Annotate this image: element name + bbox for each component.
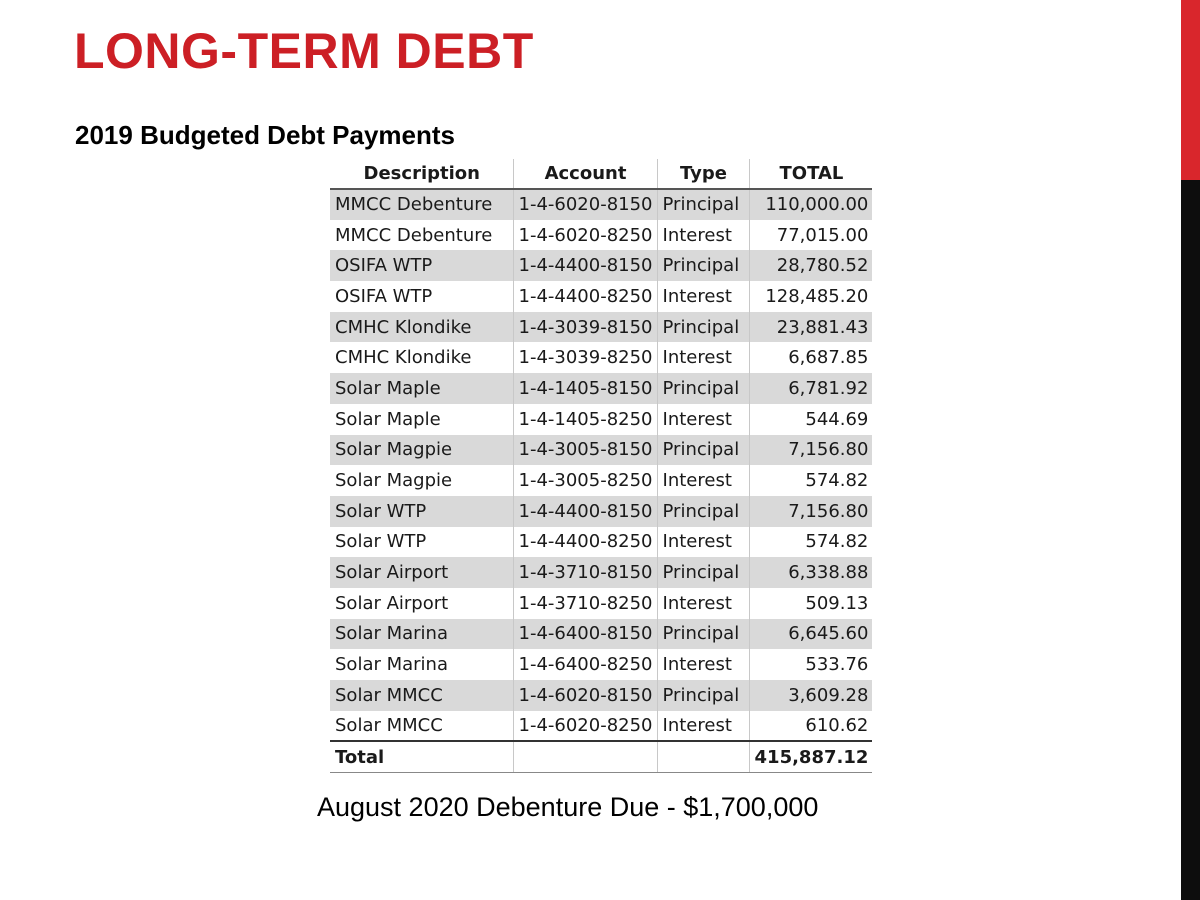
header-description: Description xyxy=(330,159,513,189)
cell-account: 1-4-4400-8250 xyxy=(513,281,657,312)
cell-account: 1-4-4400-8250 xyxy=(513,527,657,558)
cell-total: 77,015.00 xyxy=(749,220,872,251)
cell-account: 1-4-3039-8250 xyxy=(513,342,657,373)
cell-total: 610.62 xyxy=(749,711,872,742)
cell-account: 1-4-6020-8150 xyxy=(513,189,657,220)
table-row xyxy=(330,281,872,312)
cell-total: 574.82 xyxy=(749,465,872,496)
cell-description: MMCC Debenture xyxy=(330,220,513,251)
table-row xyxy=(330,312,872,343)
table-row xyxy=(330,189,872,220)
table-row xyxy=(330,557,872,588)
cell-total: 23,881.43 xyxy=(749,312,872,343)
table-row xyxy=(330,220,872,251)
table-header-row xyxy=(330,159,872,189)
cell-type: Interest xyxy=(657,465,749,496)
cell-account: 1-4-1405-8150 xyxy=(513,373,657,404)
cell-total: 544.69 xyxy=(749,404,872,435)
cell-total: 6,687.85 xyxy=(749,342,872,373)
cell-description: Solar Airport xyxy=(330,588,513,619)
cell-type: Principal xyxy=(657,557,749,588)
cell-description: Solar Marina xyxy=(330,649,513,680)
table-row xyxy=(330,588,872,619)
table-row xyxy=(330,373,872,404)
slide-title: LONG-TERM DEBT xyxy=(74,23,534,79)
header-type: Type xyxy=(657,159,749,189)
cell-account: 1-4-6400-8250 xyxy=(513,649,657,680)
table-row xyxy=(330,496,872,527)
table-row xyxy=(330,711,872,742)
cell-description: Solar Magpie xyxy=(330,435,513,466)
cell-type: Interest xyxy=(657,220,749,251)
slide-subtitle: 2019 Budgeted Debt Payments xyxy=(75,120,456,150)
cell-total: 110,000.00 xyxy=(749,189,872,220)
cell-total: 28,780.52 xyxy=(749,250,872,281)
cell-type: Principal xyxy=(657,435,749,466)
cell-total: 7,156.80 xyxy=(749,435,872,466)
cell-type: Principal xyxy=(657,680,749,711)
cell-type: Interest xyxy=(657,281,749,312)
cell-description: Solar WTP xyxy=(330,527,513,558)
cell-total: 533.76 xyxy=(749,649,872,680)
cell-account: 1-4-3005-8150 xyxy=(513,435,657,466)
cell-description: Solar WTP xyxy=(330,496,513,527)
cell-account: 1-4-3039-8150 xyxy=(513,312,657,343)
cell-description: Solar MMCC xyxy=(330,711,513,742)
cell-account: 1-4-1405-8250 xyxy=(513,404,657,435)
cell-type: Interest xyxy=(657,404,749,435)
cell-type: Interest xyxy=(657,588,749,619)
cell-account: 1-4-6020-8250 xyxy=(513,711,657,742)
cell-type: Principal xyxy=(657,373,749,404)
cell-description: Solar MMCC xyxy=(330,680,513,711)
table-row xyxy=(330,649,872,680)
cell-type: Principal xyxy=(657,496,749,527)
cell-description: CMHC Klondike xyxy=(330,312,513,343)
cell-account: 1-4-3710-8150 xyxy=(513,557,657,588)
cell-description: OSIFA WTP xyxy=(330,250,513,281)
debt-payments-table xyxy=(330,159,872,773)
table-row xyxy=(330,527,872,558)
cell-description: Solar Airport xyxy=(330,557,513,588)
table-row xyxy=(330,342,872,373)
header-total: TOTAL xyxy=(749,159,872,189)
cell-total: 6,338.88 xyxy=(749,557,872,588)
cell-type: Principal xyxy=(657,189,749,220)
cell-type: Interest xyxy=(657,711,749,742)
cell-account: 1-4-6020-8250 xyxy=(513,220,657,251)
cell-total: 6,645.60 xyxy=(749,619,872,650)
accent-bar-red xyxy=(1181,0,1200,180)
cell-description: Solar Marina xyxy=(330,619,513,650)
cell-description: Solar Maple xyxy=(330,373,513,404)
cell-account: 1-4-3005-8250 xyxy=(513,465,657,496)
cell-type: Interest xyxy=(657,342,749,373)
cell-type: Interest xyxy=(657,527,749,558)
cell-description: MMCC Debenture xyxy=(330,189,513,220)
cell-total: 6,781.92 xyxy=(749,373,872,404)
accent-bar-dark xyxy=(1181,180,1200,900)
header-account: Account xyxy=(513,159,657,189)
table-total-row xyxy=(330,741,872,772)
cell-total: 509.13 xyxy=(749,588,872,619)
total-value: 415,887.12 xyxy=(749,741,872,772)
total-label: Total xyxy=(330,741,513,772)
debenture-footnote: August 2020 Debenture Due - $1,700,000 xyxy=(317,792,819,822)
table-row xyxy=(330,619,872,650)
total-empty-account xyxy=(513,741,657,772)
table-row xyxy=(330,404,872,435)
total-empty-type xyxy=(657,741,749,772)
cell-total: 574.82 xyxy=(749,527,872,558)
cell-account: 1-4-4400-8150 xyxy=(513,250,657,281)
cell-total: 7,156.80 xyxy=(749,496,872,527)
cell-type: Principal xyxy=(657,312,749,343)
cell-account: 1-4-6400-8150 xyxy=(513,619,657,650)
cell-total: 3,609.28 xyxy=(749,680,872,711)
cell-total: 128,485.20 xyxy=(749,281,872,312)
cell-type: Interest xyxy=(657,649,749,680)
cell-description: OSIFA WTP xyxy=(330,281,513,312)
cell-account: 1-4-4400-8150 xyxy=(513,496,657,527)
cell-account: 1-4-6020-8150 xyxy=(513,680,657,711)
table-row xyxy=(330,435,872,466)
table-row xyxy=(330,465,872,496)
cell-type: Principal xyxy=(657,619,749,650)
cell-description: CMHC Klondike xyxy=(330,342,513,373)
cell-description: Solar Maple xyxy=(330,404,513,435)
cell-description: Solar Magpie xyxy=(330,465,513,496)
cell-account: 1-4-3710-8250 xyxy=(513,588,657,619)
table-row xyxy=(330,680,872,711)
cell-type: Principal xyxy=(657,250,749,281)
table-row xyxy=(330,250,872,281)
